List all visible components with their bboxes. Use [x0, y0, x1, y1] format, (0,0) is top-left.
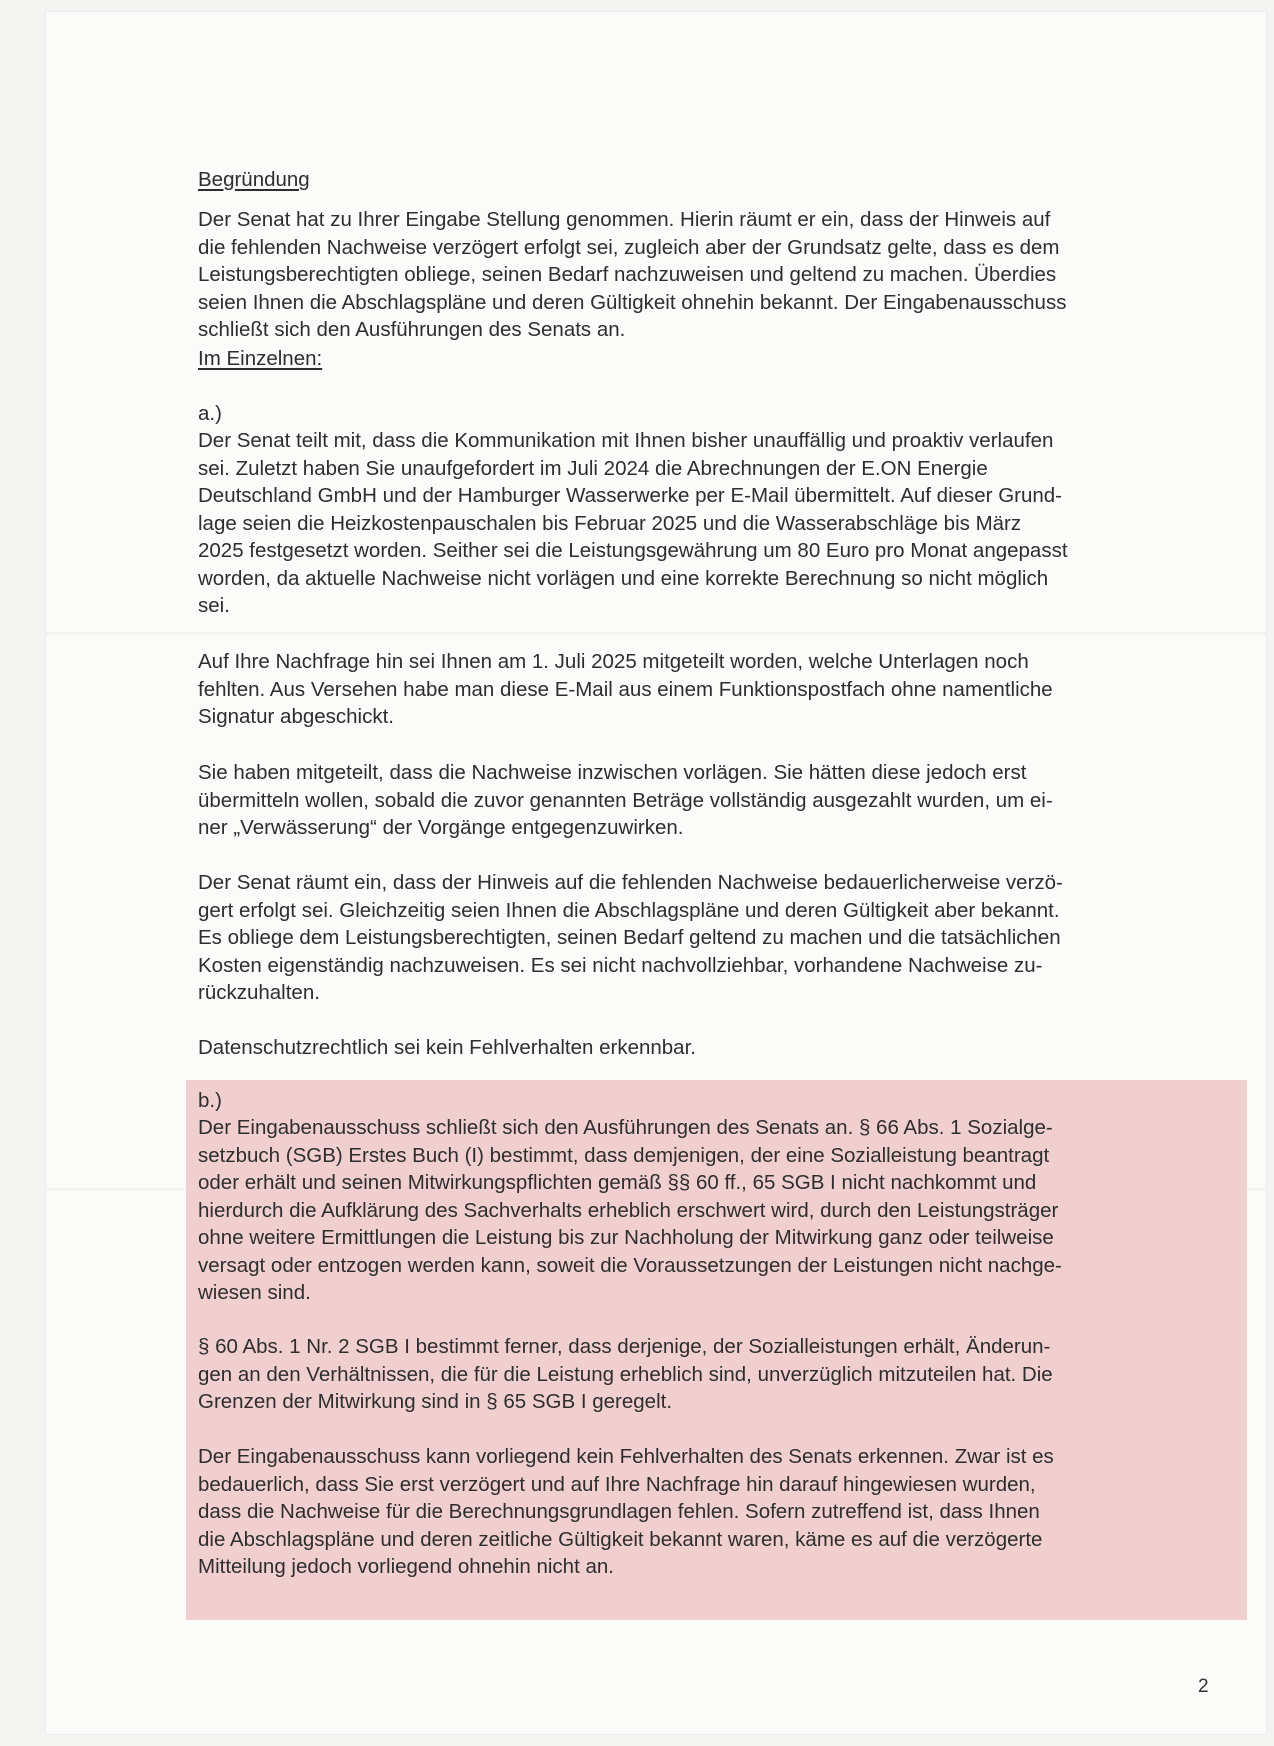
section-b-p2-block: [198, 1333, 1238, 1416]
section-b-label-block: [198, 1087, 1238, 1115]
section-a-p3-block: [198, 759, 1238, 842]
intro-paragraph: Der Senat hat zu Ihrer Eingabe Stellung genommen. Hierin räumt er ein, dass der Hinweis auf die fehlenden Nachweise verzögert erfolgt sei, zugleich aber der Grundsatz gelte, dass es dem Leistungsberechtigten obliege, seinen Bedarf nachzuweisen und geltend zu machen. Überdies seien Ihnen die Abschlagspläne und deren Gültigkeit ohnehin bekannt. Der Eingabenausschuss schließt sich den Ausführungen des Senats an.: [198, 208, 1067, 341]
section-a-paragraph-3: Sie haben mitgeteilt, dass die Nachweise inzwischen vorlägen. Sie hätten diese jedoch erst übermitteln wollen, sobald die zuvor genannten Beträge vollständig ausgezahlt wurden, um ei- ner „Verwässerung“ der Vorgänge entgegenzuwirken.: [198, 761, 1053, 839]
section-a-paragraph-2: Auf Ihre Nachfrage hin sei Ihnen am 1. Juli 2025 mitgeteilt worden, welche Unterlagen noch fehlten. Aus Versehen habe man diese E-Mail aus einem Funktionspostfach ohne namentliche Signatur abgeschickt.: [198, 650, 1053, 728]
section-a-p2-block: [198, 648, 1238, 731]
section-a-p5-block: [198, 1034, 1238, 1062]
section-a-p4-block: [198, 869, 1238, 1007]
paper-fold-line: [46, 632, 1266, 635]
heading-im-einzelnen: Im Einzelnen:: [198, 347, 323, 370]
heading-einzelnen-block: [198, 345, 1238, 373]
section-a-paragraph-4: Der Senat räumt ein, dass der Hinweis auf die fehlenden Nachweise bedauerlicherweise verzö- gert erfolgt sei. Gleichzeitig seien Ihnen die Abschlagspläne und deren Gültigkeit aber bekannt. Es obliege dem Leistungsberechtigten, seinen Bedarf geltend zu machen und die tatsächlichen Kosten eigenständig nachzuweisen. Es sei nicht nachvollziehbar, vorhandene Nachweise zu- rückzuhalten.: [198, 871, 1063, 1004]
section-b-p3-block: [198, 1443, 1238, 1581]
section-b-p1-block: [198, 1114, 1238, 1307]
section-a-label: a.): [198, 402, 222, 425]
intro-block: [198, 206, 1238, 344]
section-b-label: b.): [198, 1089, 222, 1112]
section-a-p1-block: [198, 427, 1238, 620]
section-b-paragraph-3: Der Eingabenausschuss kann vorliegend kein Fehlverhalten des Senats erkennen. Zwar ist es bedauerlich, dass Sie erst verzögert und auf Ihre Nachfrage hin darauf hingewiesen wurden, dass die Nachweise für die Berechnungsgrundlagen fehlen. Sofern zutreffend ist, dass Ihnen die Abschlagspläne und deren zeitliche Gültigkeit bekannt waren, käme es auf die verzögerte Mitteilung jedoch vorliegend ohnehin nicht an.: [198, 1445, 1054, 1578]
section-b-paragraph-1: Der Eingabenausschuss schließt sich den Ausführungen des Senats an. § 66 Abs. 1 Sozialge- setzbuch (SGB) Erstes Buch (I) bestimmt, dass demjenigen, der eine Sozialleistung beantragt oder erhält und seinen Mitwirkungspflichten gemäß §§ 60 ff., 65 SGB I nicht nachkommt und hierdurch die Aufklärung des Sachverhalts erheblich erschwert wird, durch den Leistungsträger ohne weitere Ermittlungen die Leistung bis zur Nachholung der Mitwirkung ganz oder teilweise versagt oder entzogen werden kann, soweit die Voraussetzungen der Leistungen nicht nachge- wiesen sind.: [198, 1116, 1062, 1304]
section-a-label-block: [198, 400, 1238, 428]
heading-begruendung: Begründung: [198, 168, 310, 191]
section-a-paragraph-1: Der Senat teilt mit, dass die Kommunikation mit Ihnen bisher unauffällig und proaktiv verlaufen sei. Zuletzt haben Sie unaufgefordert im Juli 2024 die Abrechnungen der E.ON Energie Deutschland GmbH und der Hamburger Wasserwerke per E-Mail übermittelt. Auf dieser Grund- lage seien die Heizkostenpauschalen bis Februar 2025 und die Wasserabschläge bis März 2025 festgesetzt worden. Seither sei die Leistungsgewährung um 80 Euro pro Monat angepasst worden, da aktuelle Nachweise nicht vorlägen und eine korrekte Berechnung so nicht möglich sei.: [198, 429, 1068, 617]
section-a-paragraph-5: Datenschutzrechtlich sei kein Fehlverhalten erkennbar.: [198, 1036, 696, 1059]
page-number: 2: [1198, 1676, 1209, 1697]
section-b-paragraph-2: § 60 Abs. 1 Nr. 2 SGB I bestimmt ferner, dass derjenige, der Sozialleistungen erhält, Änderun- gen an den Verhältnissen, die für die Leistung erheblich sind, unverzüglich mitzuteilen hat. Die Grenzen der Mitwirkung sind in § 65 SGB I geregelt.: [198, 1335, 1053, 1413]
heading-begruendung-block: [198, 166, 1238, 194]
